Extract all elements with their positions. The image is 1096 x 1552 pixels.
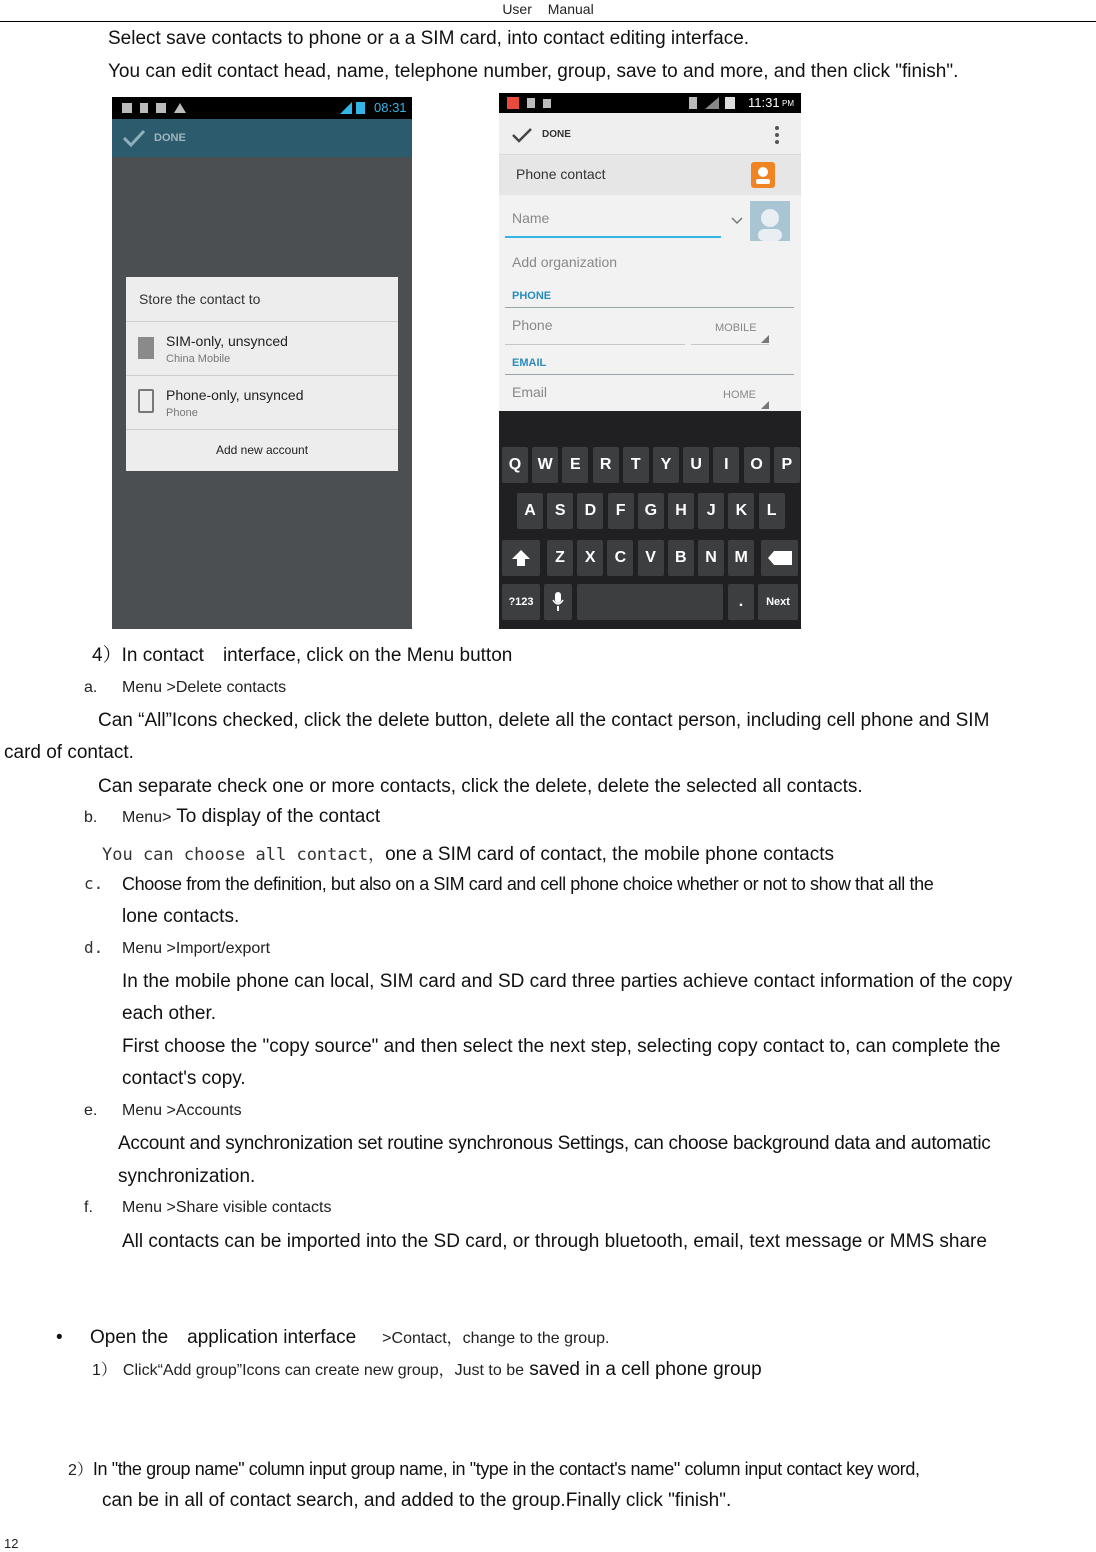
section-divider bbox=[505, 374, 794, 375]
overflow-menu-icon[interactable] bbox=[774, 125, 780, 145]
key-r[interactable]: R bbox=[593, 447, 619, 483]
key-m[interactable]: M bbox=[728, 540, 754, 576]
item-a-text-3: Can separate check one or more contacts, click the delete, delete the selected all contacts. bbox=[98, 776, 863, 797]
item-a-label: a. bbox=[84, 679, 98, 696]
item-b-label: b. bbox=[84, 809, 98, 826]
item-b-title-rest: To display of the contact bbox=[171, 806, 381, 827]
item-f-text: All contacts can be imported into the SD card, or through bluetooth, email, text message or MMS share bbox=[122, 1231, 987, 1252]
step4-number: 4） bbox=[92, 645, 122, 666]
key-i[interactable]: I bbox=[713, 447, 739, 483]
item-c-label: c. bbox=[84, 874, 104, 893]
organization-field[interactable]: Add organization bbox=[512, 254, 618, 270]
item-e-text-2: synchronization. bbox=[118, 1166, 256, 1187]
notification-icons bbox=[122, 102, 192, 114]
option-sim-subtitle: China Mobile bbox=[166, 353, 231, 365]
divider bbox=[126, 321, 398, 322]
groups-step2 bbox=[68, 1458, 920, 1481]
item-d-text-3: First choose the "copy source" and then select the next step, selecting copy contact to, can complete the bbox=[122, 1036, 1001, 1057]
status-time: 08:31 bbox=[374, 100, 407, 115]
done-button[interactable]: DONE bbox=[154, 132, 186, 144]
key-h[interactable]: H bbox=[668, 493, 694, 529]
signal-battery-icon bbox=[340, 101, 370, 115]
key-s[interactable]: S bbox=[547, 493, 573, 529]
bullet-marker: • bbox=[56, 1327, 63, 1348]
phone-icon bbox=[138, 389, 154, 413]
add-account-button[interactable]: Add new account bbox=[215, 443, 309, 457]
space-key[interactable] bbox=[577, 584, 723, 620]
key-n[interactable]: N bbox=[698, 540, 724, 576]
done-button[interactable]: DONE bbox=[542, 129, 571, 140]
phone-section-label: PHONE bbox=[512, 290, 552, 302]
groups-open-text: Open the application interface bbox=[90, 1327, 357, 1348]
key-b[interactable]: B bbox=[668, 540, 694, 576]
key-q[interactable]: Q bbox=[502, 447, 528, 483]
period-key[interactable]: . bbox=[728, 584, 754, 620]
item-d-title: Menu >Import/export bbox=[122, 940, 271, 957]
item-b-menu: Menu> bbox=[122, 809, 172, 826]
groups-step2-text-1: In "the group name" column input group name, in "type in the contact's name" column input contact key word, bbox=[92, 1459, 920, 1479]
key-g[interactable]: G bbox=[638, 493, 664, 529]
keyboard bbox=[499, 411, 801, 629]
intro-line-1: Select save contacts to phone or a a SIM card, into contact editing interface. bbox=[108, 28, 750, 49]
item-f-title: Menu >Share visible contacts bbox=[122, 1199, 332, 1216]
item-c-text-1: Choose from the definition, but also on a SIM card and cell phone choice whether or not to show that all the bbox=[122, 874, 934, 894]
action-bar bbox=[112, 119, 412, 157]
contact-type-label: Phone contact bbox=[516, 166, 606, 182]
item-b-text-mono: You can choose all contact， bbox=[102, 845, 386, 865]
groups-intro bbox=[90, 1327, 609, 1349]
item-d-text-4: contact's copy. bbox=[122, 1068, 246, 1089]
key-o[interactable]: O bbox=[744, 447, 770, 483]
key-k[interactable]: K bbox=[728, 493, 754, 529]
backspace-key[interactable] bbox=[761, 540, 798, 576]
header-user: User bbox=[502, 1, 532, 17]
item-c-text-2: lone contacts. bbox=[122, 906, 240, 927]
groups-step2-number: 2） bbox=[68, 1462, 93, 1479]
shift-key[interactable] bbox=[502, 540, 540, 576]
divider bbox=[126, 375, 398, 376]
status-bar bbox=[112, 97, 412, 119]
action-bar bbox=[499, 113, 801, 155]
option-phone-subtitle: Phone bbox=[166, 407, 198, 419]
screenshot-edit-contact bbox=[499, 93, 801, 629]
account-type-row bbox=[499, 155, 801, 195]
status-bar bbox=[499, 93, 801, 113]
microphone-icon bbox=[552, 592, 564, 612]
step4-heading-text: In contact interface, click on the Menu button bbox=[121, 645, 513, 666]
key-c[interactable]: C bbox=[607, 540, 633, 576]
status-time: 11:31 bbox=[748, 95, 780, 110]
key-u[interactable]: U bbox=[683, 447, 709, 483]
status-time-suffix: PM bbox=[782, 99, 794, 108]
groups-open-path: >Contact，change to the group. bbox=[382, 1330, 610, 1347]
item-e-text-1: Account and synchronization set routine synchronous Settings, can choose background data and automatic bbox=[118, 1133, 991, 1154]
signal-battery-icon bbox=[689, 96, 745, 110]
header-manual: Manual bbox=[547, 1, 594, 17]
chevron-down-icon[interactable] bbox=[731, 217, 743, 225]
item-a-title: Menu >Delete contacts bbox=[122, 679, 287, 696]
item-d-label: d. bbox=[84, 938, 104, 957]
phone-type-select[interactable]: MOBILE bbox=[715, 322, 757, 334]
check-icon bbox=[122, 129, 146, 147]
notification-icons bbox=[507, 97, 567, 109]
key-t[interactable]: T bbox=[623, 447, 649, 483]
page-header bbox=[0, 0, 1096, 22]
key-w[interactable]: W bbox=[532, 447, 558, 483]
key-x[interactable]: X bbox=[577, 540, 603, 576]
store-contact-dialog bbox=[126, 277, 398, 471]
screenshot-store-contact bbox=[112, 97, 412, 629]
phone-field[interactable]: Phone bbox=[512, 317, 553, 333]
item-b-text bbox=[102, 840, 834, 866]
section-divider bbox=[505, 307, 794, 308]
key-z[interactable]: Z bbox=[547, 540, 573, 576]
item-e-label: e. bbox=[84, 1102, 98, 1119]
page-number: 12 bbox=[4, 1536, 19, 1551]
key-l[interactable]: L bbox=[759, 493, 785, 529]
item-a-text-1: Can “All”Icons checked, click the delete button, delete all the contact person, including cell phone and SIM bbox=[98, 710, 990, 731]
option-sim-title[interactable]: SIM-only, unsynced bbox=[166, 333, 288, 349]
item-f-label: f. bbox=[84, 1199, 93, 1216]
key-y[interactable]: Y bbox=[653, 447, 679, 483]
groups-step1-text: Click“Add group”Icons can create new group，Just to be bbox=[122, 1362, 525, 1379]
intro-line-2: You can edit contact head, name, telephone number, group, save to and more, and then click "finish". bbox=[108, 61, 959, 82]
divider bbox=[126, 429, 398, 430]
name-field[interactable]: Name bbox=[512, 210, 550, 226]
check-icon bbox=[511, 127, 533, 143]
key-d[interactable]: D bbox=[577, 493, 603, 529]
dropdown-corner-icon bbox=[761, 335, 769, 343]
step4-heading bbox=[92, 645, 512, 667]
key-p[interactable]: P bbox=[774, 447, 800, 483]
email-field[interactable]: Email bbox=[512, 384, 548, 400]
key-f[interactable]: F bbox=[608, 493, 634, 529]
key-e[interactable]: E bbox=[562, 447, 588, 483]
voice-input-key[interactable] bbox=[544, 584, 572, 620]
option-phone-title[interactable]: Phone-only, unsynced bbox=[166, 387, 304, 403]
groups-step2-text-2: can be in all of contact search, and added to the group.Finally click "finish". bbox=[102, 1490, 732, 1511]
name-underline bbox=[505, 236, 721, 238]
email-section-label: EMAIL bbox=[512, 357, 547, 369]
groups-step1 bbox=[92, 1359, 762, 1381]
groups-step1-rest: saved in a cell phone group bbox=[524, 1359, 762, 1380]
email-type-select[interactable]: HOME bbox=[723, 389, 756, 401]
dropdown-corner-icon bbox=[761, 401, 769, 409]
account-icon bbox=[751, 162, 775, 188]
next-key[interactable]: Next bbox=[758, 584, 798, 620]
item-d-text-1: In the mobile phone can local, SIM card and SD card three parties achieve contact information of the copy bbox=[122, 971, 1013, 992]
key-v[interactable]: V bbox=[638, 540, 664, 576]
phone-type-underline bbox=[691, 344, 769, 345]
key-j[interactable]: J bbox=[698, 493, 724, 529]
item-d-text-2: each other. bbox=[122, 1003, 217, 1024]
symbols-key[interactable]: ?123 bbox=[502, 584, 540, 620]
sim-card-icon bbox=[138, 337, 154, 359]
phone-underline bbox=[505, 344, 685, 345]
dialog-title: Store the contact to bbox=[139, 291, 261, 307]
contact-photo-icon[interactable] bbox=[750, 201, 790, 241]
item-e-title: Menu >Accounts bbox=[122, 1102, 242, 1119]
groups-step1-number: 1） bbox=[92, 1362, 117, 1379]
item-b-text-rest: one a SIM card of contact, the mobile phone contacts bbox=[385, 844, 834, 865]
key-a[interactable]: A bbox=[517, 493, 543, 529]
item-a-text-2: card of contact. bbox=[4, 742, 134, 763]
item-b-title bbox=[122, 806, 380, 828]
